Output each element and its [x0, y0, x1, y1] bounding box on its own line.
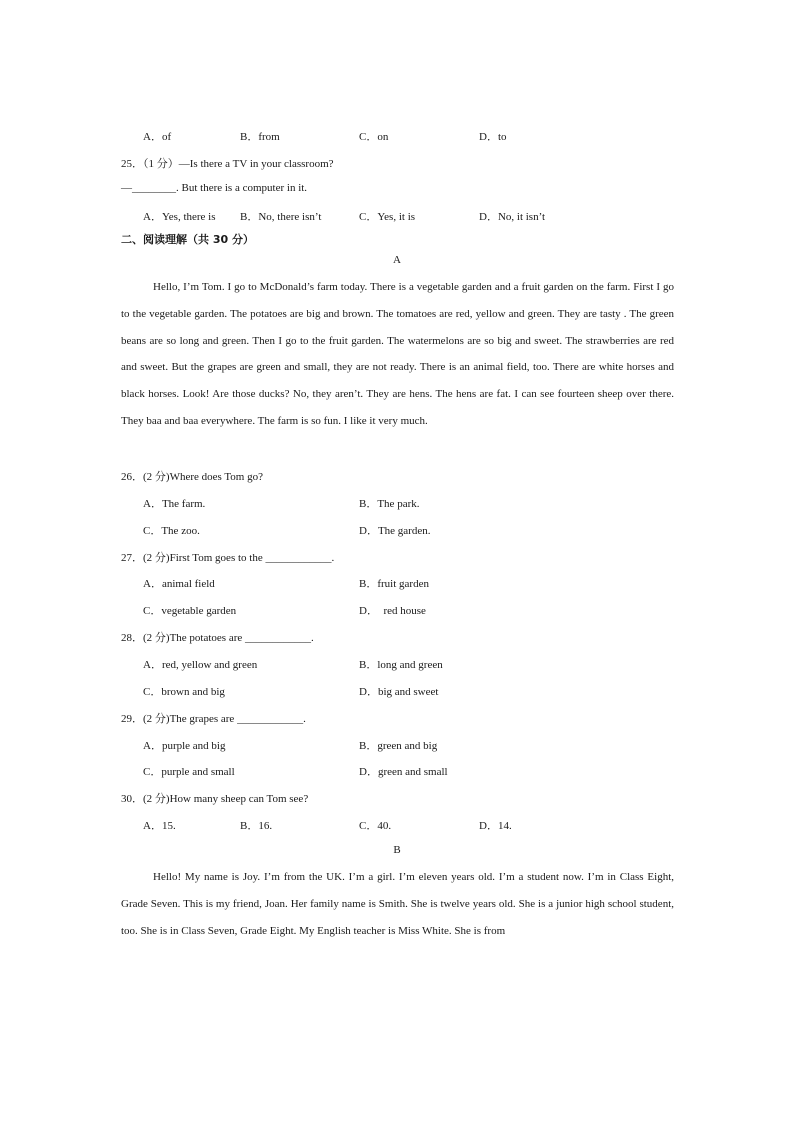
q29-option-c: C．purple and small [143, 766, 235, 778]
q26-stem: 26．(2 分)Where does Tom go? [121, 471, 263, 483]
q25-option-d: D．No, it isn’t [479, 211, 546, 223]
q25-stem: 25．（1 分）—Is there a TV in your classroom? [121, 158, 334, 170]
q29-option-d: D．green and small [359, 766, 448, 778]
q27-option-d: D． red house [359, 605, 426, 617]
q24-option-c: C．on [359, 131, 389, 143]
q27-option-a: A．animal field [143, 578, 215, 590]
q25-option-a: A．Yes, there is [143, 211, 216, 223]
q27-stem: 27．(2 分)First Tom goes to the ____________. [121, 552, 335, 564]
q25-answer-line: —________. But there is a computer in it. [121, 182, 308, 194]
q24-option-a: A．of [143, 131, 172, 143]
q30-option-c: C．40. [359, 820, 392, 832]
q29-option-a: A．purple and big [143, 740, 226, 752]
q26-option-d: D．The garden. [359, 525, 431, 537]
q28-option-c: C．brown and big [143, 686, 225, 698]
q28-stem: 28．(2 分)The potatoes are ____________. [121, 632, 314, 644]
passage-a-label: A [393, 254, 401, 266]
q26-option-c: C．The zoo. [143, 525, 200, 537]
q30-option-b: B．16. [240, 820, 273, 832]
q28-option-d: D．big and sweet [359, 686, 439, 698]
q26-option-b: B．The park. [359, 498, 420, 510]
passage-a-text: Hello, I’m Tom. I go to McDonald’s farm today. There is a vegetable garden and a fruit garden on the farm. First I go to the vegetable garden. The potatoes are big and brown. The tomatoes are red, yellow and green. They are tasty . The green beans are so long and green. Then I go to the fruit garden. The watermelons are so big and sweet. The strawberries are red and sweet. But the grapes are green and small, they are not ready. There is an animal field, too. There are white horses and black horses. Look! Are those ducks? No, they aren’t. They are hens. The hens are fat. I can see fourteen sheep over there. They baa and baa everywhere. The farm is so fun. I like it very much. [121, 281, 674, 427]
q26-option-a: A．The farm. [143, 498, 206, 510]
q30-option-a: A．15. [143, 820, 176, 832]
section-title: 二、阅读理解（共 30 分） [121, 233, 254, 246]
q25-option-c: C．Yes, it is [359, 211, 416, 223]
q27-option-b: B．fruit garden [359, 578, 429, 590]
q24-option-d: D．to [479, 131, 507, 143]
passage-b-text: Hello! My name is Joy. I’m from the UK. I’m a girl. I’m eleven years old. I’m a student now. I’m in Class Eight, Grade Seven. This is my friend, Joan. Her family name is Smith. She is twelve years old. She is a junior high school student, too. She is in Class Seven, Grade Eight. My English teacher is Miss White. She is from [121, 871, 674, 937]
q28-option-a: A．red, yellow and green [143, 659, 258, 671]
q25-option-b: B．No, there isn’t [240, 211, 322, 223]
q29-stem: 29．(2 分)The grapes are ____________. [121, 713, 306, 725]
passage-b-label: B [393, 844, 401, 856]
q27-option-c: C．vegetable garden [143, 605, 237, 617]
q24-option-b: B．from [240, 131, 280, 143]
q30-option-d: D．14. [479, 820, 512, 832]
q28-option-b: B．long and green [359, 659, 443, 671]
q29-option-b: B．green and big [359, 740, 438, 752]
q30-stem: 30．(2 分)How many sheep can Tom see? [121, 793, 309, 805]
